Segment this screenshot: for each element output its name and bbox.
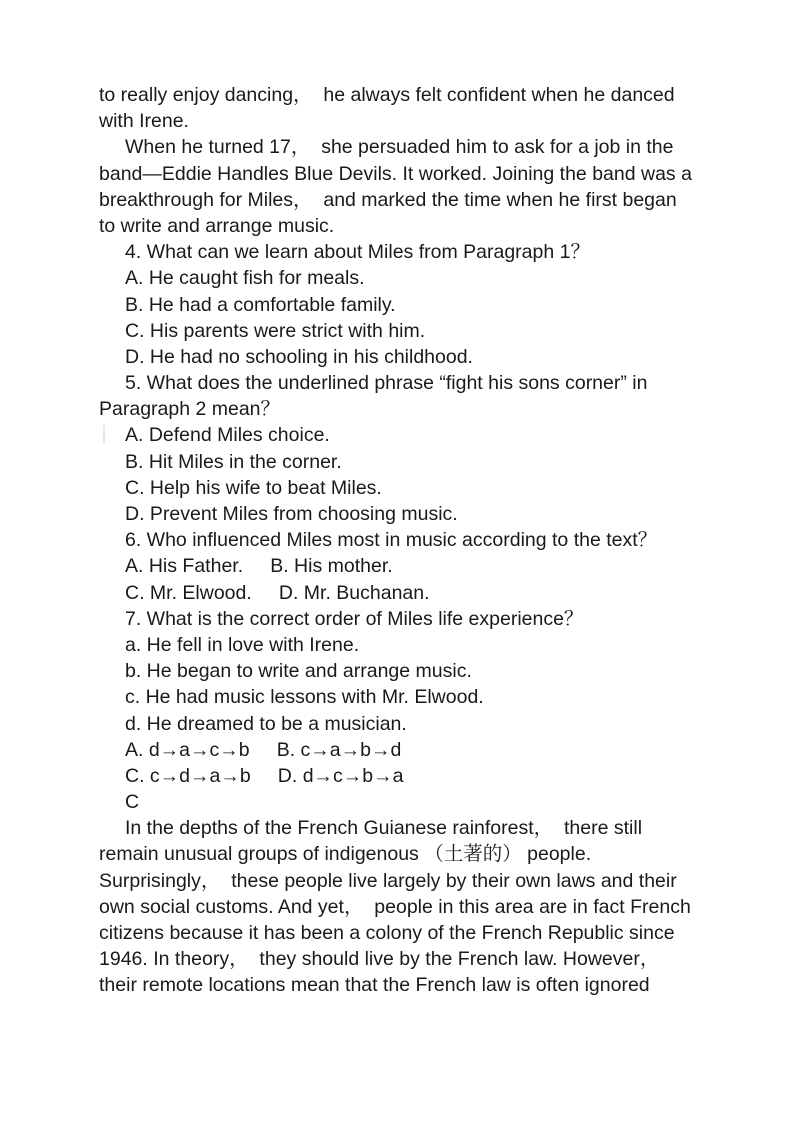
section-heading-c: C (125, 791, 140, 814)
text-line: to write and arrange music. (99, 214, 335, 237)
text-line: 1946. In theory， they should live by the French law. However， (99, 948, 660, 971)
event-b: b. He began to write and arrange music. (125, 660, 472, 683)
text-line: breakthrough for Miles， and marked the time when he first began (99, 188, 677, 211)
event-c: c. He had music lessons with Mr. Elwood. (125, 686, 484, 709)
options-ab: A. His Father. B. His mother. (125, 555, 393, 578)
option-c: C. Help his wife to beat Miles. (125, 476, 382, 499)
text-line: Surprisingly， these people live largely by their own laws and their (99, 869, 677, 892)
text-line: with Irene. (99, 110, 189, 133)
text-line: citizens because it has been a colony of the French Republic since (99, 922, 675, 944)
options-ab: A. d→a→c→b B. c→a→b→d (125, 738, 402, 761)
question-5: 5. What does the underlined phrase “fight his sons corner” in (125, 372, 648, 395)
option-a: A. Defend Miles choice. (125, 424, 330, 447)
event-d: d. He dreamed to be a musician. (125, 712, 407, 735)
event-a: a. He fell in love with Irene. (125, 633, 360, 656)
option-a: A. He caught fish for meals. (125, 267, 365, 290)
document-text (99, 82, 709, 999)
text-line: own social customs. And yet， people in this area are in fact French (99, 895, 691, 918)
question-7: 7. What is the correct order of Miles life experience？ (125, 607, 584, 630)
option-d: D. He had no schooling in his childhood. (125, 345, 473, 368)
text-line: their remote locations mean that the French law is often ignored (99, 974, 650, 997)
option-b: B. Hit Miles in the corner. (125, 450, 342, 473)
option-c: C. His parents were strict with him. (125, 319, 426, 342)
question-4: 4. What can we learn about Miles from Paragraph 1？ (125, 241, 590, 264)
option-d: D. Prevent Miles from choosing music. (125, 503, 458, 525)
option-b: B. He had a comfortable family. (125, 293, 396, 316)
question-6: 6. Who influenced Miles most in music according to the text？ (125, 529, 658, 552)
text-line: remain unusual groups of indigenous （土著的） people. (99, 843, 592, 866)
text-line: In the depths of the French Guianese rainforest， there still (125, 817, 643, 840)
options-cd: C. c→d→a→b D. d→c→b→a (125, 764, 404, 787)
text-line: band—Eddie Handles Blue Devils. It worked. Joining the band was a (99, 162, 692, 185)
options-cd: C. Mr. Elwood. D. Mr. Buchanan. (125, 581, 430, 604)
text-line: to really enjoy dancing， he always felt confident when he danced (99, 84, 675, 106)
text-line: When he turned 17， she persuaded him to ask for a job in the (125, 136, 674, 159)
question-5-cont: Paragraph 2 mean？ (99, 398, 281, 421)
